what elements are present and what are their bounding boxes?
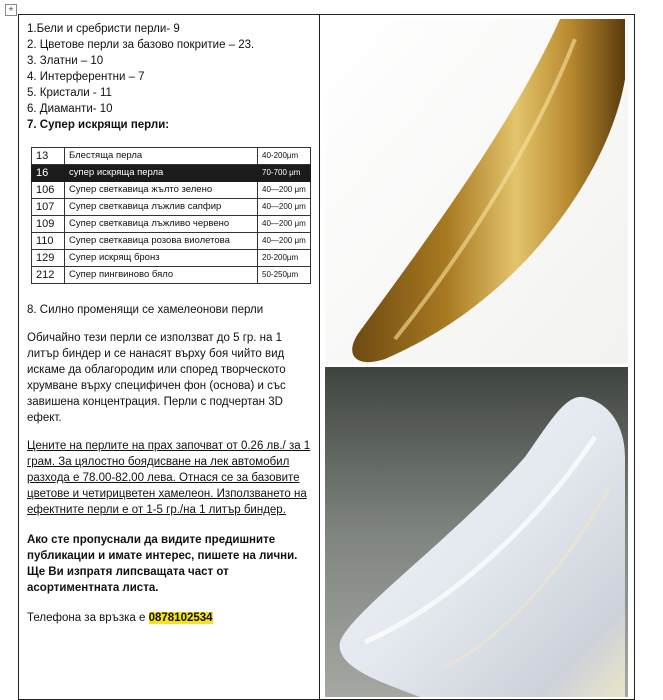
list-item: 2. Цветове перли за базово покритие – 23. [27,39,255,51]
request-paragraph: Ако сте пропуснали да видите предишните публикации и имате интерес, пишете на лични. Ще Ви изпратя липсващата част от асортиментната листа. [27,534,298,594]
phone-label: Телефона за връзка е [27,612,149,624]
table-cell-number: 16 [32,165,65,182]
phone-line [27,610,313,626]
table-cell-number: 106 [32,182,65,199]
column-divider [319,15,320,699]
table-cell-name: супер искряща перла [65,165,258,182]
description-paragraph: Обичайно тези перли се използват до 5 гр. на 1 литър биндер и се нанасят върху боя чийто вид искаме да облагородим или според творческото хрумване върху специфичен фон (основа) и със завишена концентрация. Перли с подчертан 3D ефект. [27,332,286,424]
table-cell-range: 40—200 μm [258,216,311,233]
table-row [32,182,311,199]
list-item: 1.Бели и сребристи перли- 9 [27,23,180,35]
table-cell-name: Блестяща перла [65,148,258,165]
list-item-chameleon: 8. Силно променящи се хамелеонови перли [27,304,264,316]
gold-nail-photo [325,19,628,364]
table-row-highlighted [32,165,311,182]
table-row [32,216,311,233]
document-table [18,14,635,700]
table-row [32,250,311,267]
intro-list [27,21,313,133]
table-cell-range: 40-200μm [258,148,311,165]
table-cell-number: 109 [32,216,65,233]
white-pearl-nail-photo [325,367,628,697]
table-cell-number: 212 [32,267,65,284]
table-cell-number: 13 [32,148,65,165]
table-row [32,199,311,216]
pearl-table [31,147,311,284]
table-cell-range: 40—200 μm [258,182,311,199]
table-cell-number: 110 [32,233,65,250]
table-cell-range: 40—200 μm [258,199,311,216]
text-column [27,21,313,626]
table-row [32,267,311,284]
table-cell-range: 70-700 μm [258,165,311,182]
table-cell-number: 107 [32,199,65,216]
table-cell-name: Супер светкавица жълто зелено [65,182,258,199]
table-row [32,233,311,250]
table-cell-name: Супер пингвиново бяло [65,267,258,284]
table-cell-name: Супер светкавица розова виолетова [65,233,258,250]
list-item: 6. Диаманти- 10 [27,103,113,115]
list-item: 4. Интерферентни – 7 [27,71,145,83]
table-cell-name: Супер светкавица лъжлив сапфир [65,199,258,216]
list-item: 5. Кристали - 11 [27,87,112,99]
table-cell-name: Супер искрящ бронз [65,250,258,267]
table-cell-name: Супер светкавица лъжливо червено [65,216,258,233]
table-cell-range: 20-200μm [258,250,311,267]
table-cell-range: 50-250μm [258,267,311,284]
list-item-super-sparkle: 7. Супер искрящи перли: [27,119,170,131]
price-paragraph: Цените на перлите на прах започват от 0.26 лв./ за 1 грам. За цялостно боядисване на лек автомобил разхода е 78.00-82.00 лева. Отнася се за базовите цветове и четирицветен хамелеон. Използването на ефектните перли е от 1-5 гр./на 1 литър биндер. [27,440,311,516]
phone-number: 0878102534 [148,612,213,624]
table-cell-range: 40—200 μm [258,233,311,250]
table-cell-number: 129 [32,250,65,267]
table-row [32,148,311,165]
list-item: 3. Златни – 10 [27,55,104,67]
table-move-handle-icon[interactable]: + [5,4,17,16]
